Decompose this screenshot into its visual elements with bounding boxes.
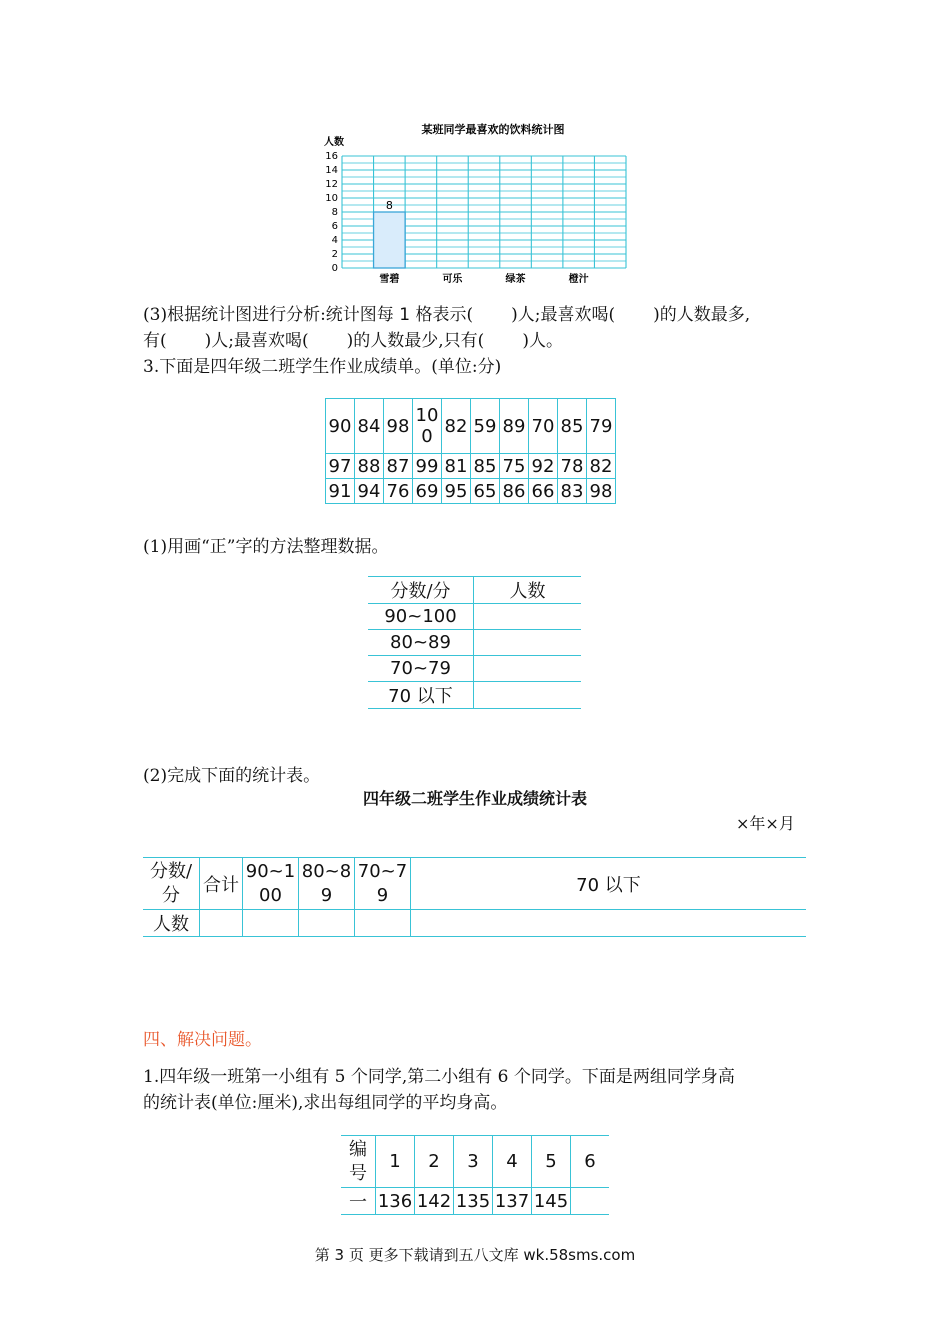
score-cell: 92 [529,454,558,479]
score-cell: 10 0 [413,399,442,454]
score-cell: 82 [587,454,616,479]
stat-header-below70: 70 以下 [411,858,807,910]
stat-header-90: 90~1 00 [243,858,299,910]
height-table [341,1135,609,1215]
score-cell: 88 [355,454,384,479]
q3-3-text-d: )人;最喜欢喝( [511,305,616,325]
tally-cell[interactable] [474,604,582,630]
bar-data-label: 8 [385,199,393,212]
stat-row-label: 人数 [143,910,200,937]
height-number: 6 [571,1136,610,1188]
tally-row-label: 70~79 [368,656,474,682]
score-cell: 78 [558,454,587,479]
q3-3-text-g: )人;最喜欢喝( [204,331,309,351]
tally-row-label: 80~89 [368,630,474,656]
stat-cell[interactable] [411,910,807,937]
drink-bar-chart [318,118,638,290]
y-tick-label: 16 [325,151,338,162]
score-cell: 98 [384,399,413,454]
q3-3-text-f: 有( [143,331,167,351]
tally-row-label: 90~100 [368,604,474,630]
q3-3-text-i: )人。 [522,331,563,351]
score-cell: 99 [413,454,442,479]
p1-line1: 1.四年级一班第一小组有 5 个同学,第二小组有 6 个同学。下面是两组同学身高 [143,1067,735,1087]
q3-3-text-e: )的人数最多, [653,305,751,325]
height-number: 1 [376,1136,415,1188]
score-cell: 65 [471,479,500,504]
stat-header-total: 合计 [200,858,243,910]
stat-header-score: 分数/ 分 [143,858,200,910]
score-cell: 95 [442,479,471,504]
height-number: 4 [493,1136,532,1188]
q3-2-text: (2)完成下面的统计表。 [143,766,321,786]
chart-title: 某班同学最喜欢的饮料统计图 [421,123,565,136]
tally-cell[interactable] [474,656,582,682]
tally-header-count: 人数 [474,577,582,604]
score-cell: 91 [326,479,355,504]
y-tick-label: 4 [331,235,338,246]
height-value: 137 [493,1188,532,1215]
stat-cell[interactable] [355,910,411,937]
height-header-label: 编 号 [341,1136,376,1188]
tally-table [368,576,581,709]
score-cell: 84 [355,399,384,454]
stat-cell[interactable] [243,910,299,937]
q3-1-text: (1)用画“正”字的方法整理数据。 [143,537,389,557]
y-tick-label: 12 [325,179,338,190]
height-number: 5 [532,1136,571,1188]
y-tick-label: 14 [325,165,338,176]
score-cell: 70 [529,399,558,454]
stat-table-title: 四年级二班学生作业成绩统计表 [362,789,587,808]
scores-table [325,398,616,504]
tally-header-score: 分数/分 [368,577,474,604]
score-cell: 90 [326,399,355,454]
score-cell: 83 [558,479,587,504]
p1-line2: 的统计表(单位:厘米),求出每组同学的平均身高。 [143,1093,508,1113]
stat-table-date: ×年×月 [736,814,795,833]
q3-3-line1 [143,300,750,325]
q3-3-text-a: (3)根据统计图进行分析:统计图每 [143,305,394,325]
tally-cell[interactable] [474,682,582,709]
y-tick-label: 0 [331,263,338,274]
x-category-label: 橙汁 [568,274,589,285]
score-cell: 87 [384,454,413,479]
height-value[interactable] [571,1188,610,1215]
q3-3-text-c: 格表示( [415,305,474,325]
q3-3-line2 [143,326,563,351]
height-number: 2 [415,1136,454,1188]
height-row-label: 一 [341,1188,376,1215]
score-cell: 97 [326,454,355,479]
score-cell: 82 [442,399,471,454]
chart-y-label: 人数 [324,137,344,148]
q3-3-text-b: 1 [399,305,411,325]
score-cell: 85 [471,454,500,479]
stat-cell[interactable] [299,910,355,937]
score-cell: 79 [587,399,616,454]
page-footer: 第 3 页 更多下载请到五八文库 wk.58sms.com [314,1246,636,1264]
stat-header-70: 70~7 9 [355,858,411,910]
height-number: 3 [454,1136,493,1188]
y-tick-label: 8 [331,207,338,218]
bar [374,212,406,268]
score-cell: 69 [413,479,442,504]
score-cell: 89 [500,399,529,454]
x-category-label: 雪碧 [379,274,400,285]
height-value: 135 [454,1188,493,1215]
score-cell: 94 [355,479,384,504]
score-cell: 85 [558,399,587,454]
x-category-label: 可乐 [442,274,463,285]
x-category-label: 绿茶 [505,274,526,285]
height-value: 136 [376,1188,415,1215]
score-cell: 75 [500,454,529,479]
stat-table [143,857,806,937]
score-cell: 81 [442,454,471,479]
y-tick-label: 6 [331,221,338,232]
section4-heading: 四、解决问题。 [143,1030,262,1050]
y-tick-label: 2 [331,249,338,260]
stat-cell[interactable] [200,910,243,937]
score-cell: 98 [587,479,616,504]
q3-3-text-h: )的人数最少,只有( [346,331,485,351]
score-cell: 76 [384,479,413,504]
tally-row-label: 70 以下 [368,682,474,709]
height-value: 142 [415,1188,454,1215]
score-cell: 59 [471,399,500,454]
stat-header-80: 80~8 9 [299,858,355,910]
height-value: 145 [532,1188,571,1215]
tally-cell[interactable] [474,630,582,656]
y-tick-label: 10 [325,193,338,204]
score-cell: 66 [529,479,558,504]
q3-heading: 3.下面是四年级二班学生作业成绩单。(单位:分) [143,357,502,377]
score-cell: 86 [500,479,529,504]
